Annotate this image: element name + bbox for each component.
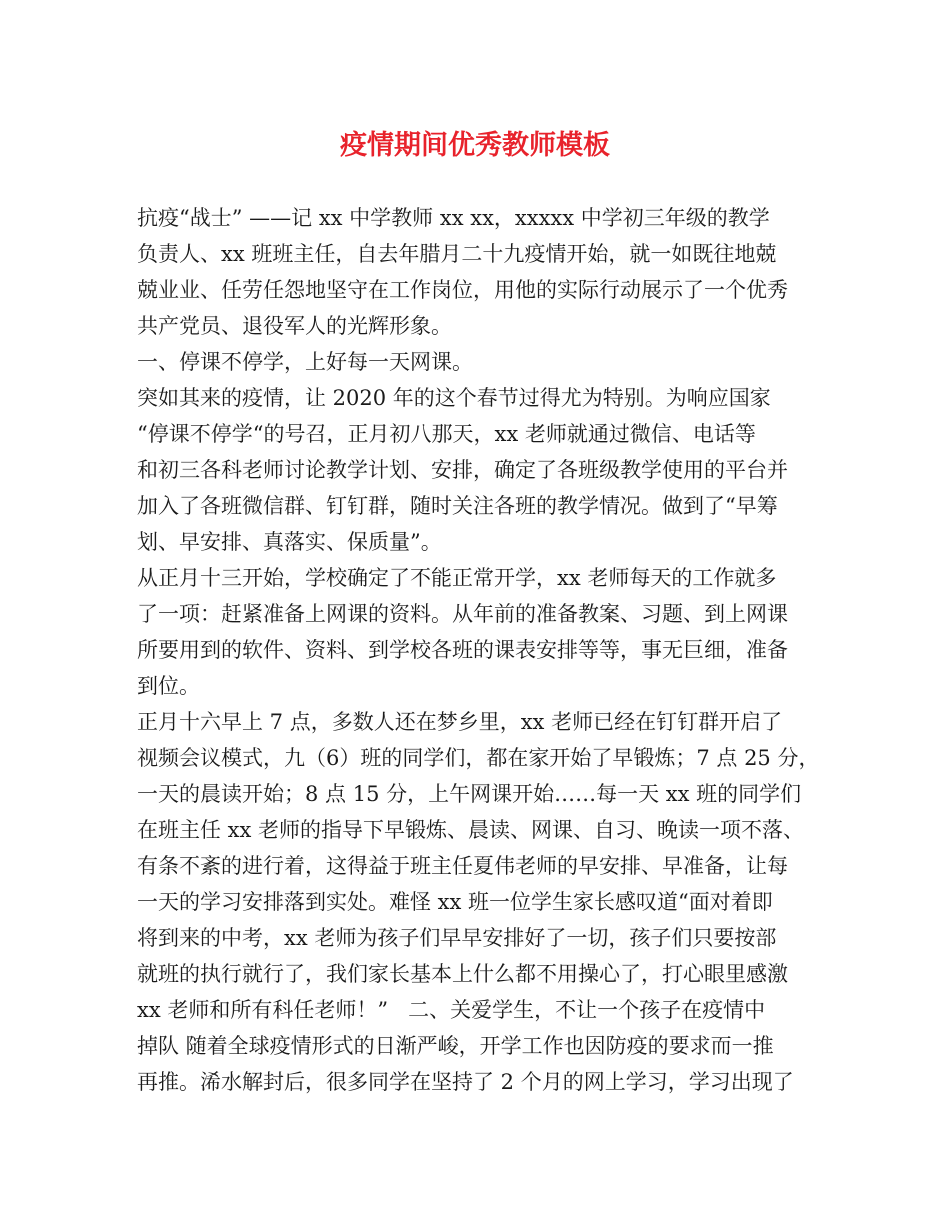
body-line: xx 老师和所有科任老师！” 二、关爱学生，不让一个孩子在疫情中 [137,998,766,1022]
body-line: 和初三各科老师讨论教学计划、安排，确定了各班级教学使用的平台并 [137,458,788,482]
body-line: 负责人、xx 班班主任，自去年腊月二十九疫情开始，就一如既往地兢 [137,242,777,266]
body-line: “停课不停学“的号召，正月初八那天，xx 老师就通过微信、电话等 [137,422,756,446]
body-line: 了一项：赶紧准备上网课的资料。从年前的准备教案、习题、到上网课 [137,602,788,626]
body-line: 掉队 随着全球疫情形式的日渐严峻，开学工作也因防疫的要求而一推 [137,1034,774,1058]
body-line: 共产党员、退役军人的光辉形象。 [137,314,452,338]
body-line: 一天的晨读开始；8 点 15 分，上午网课开始……每一天 xx 班的同学们 [137,782,802,806]
body-line: 突如其来的疫情，让 2020 年的这个春节过得尤为特别。为响应国家 [137,386,771,410]
body-line: 在班主任 xx 老师的指导下早锻炼、晨读、网课、自习、晚读一项不落、 [137,818,805,842]
document-body [137,200,827,1100]
body-line: 有条不紊的进行着，这得益于班主任夏伟老师的早安排、早准备，让每 [137,854,788,878]
body-line: 正月十六早上 7 点，多数人还在梦乡里，xx 老师已经在钉钉群开启了 [137,710,783,734]
body-line: 再推。浠水解封后，很多同学在坚持了 2 个月的网上学习，学习出现了 [137,1070,794,1094]
body-line: 抗疫“战士” ——记 xx 中学教师 xx xx，xxxxx 中学初三年级的教学 [137,206,770,230]
body-line: 划、早安排、真落实、保质量”。 [137,530,442,554]
body-line: 视频会议模式，九（6）班的同学们，都在家开始了早锻炼；7 点 25 分， [137,746,820,770]
body-line: 兢业业、任劳任怨地坚守在工作岗位，用他的实际行动展示了一个优秀 [137,278,788,302]
body-line: 一天的学习安排落到实处。难怪 xx 班一位学生家长感叹道“面对着即 [137,890,773,914]
body-line: 加入了各班微信群、钉钉群，随时关注各班的教学情况。做到了“早筹 [137,494,778,518]
body-line: 就班的执行就行了，我们家长基本上什么都不用操心了，打心眼里感激 [137,962,788,986]
section-heading: 一、停课不停学，上好每一天网课。 [137,350,473,374]
body-line: 到位。 [137,674,200,698]
document-title: 疫情期间优秀教师模板 [340,130,610,161]
body-line: 所要用到的软件、资料、到学校各班的课表安排等等，事无巨细，准备 [137,638,788,662]
body-line: 从正月十三开始，学校确定了不能正常开学，xx 老师每天的工作就多 [137,566,777,590]
body-line: 将到来的中考，xx 老师为孩子们早早安排好了一切，孩子们只要按部 [137,926,777,950]
